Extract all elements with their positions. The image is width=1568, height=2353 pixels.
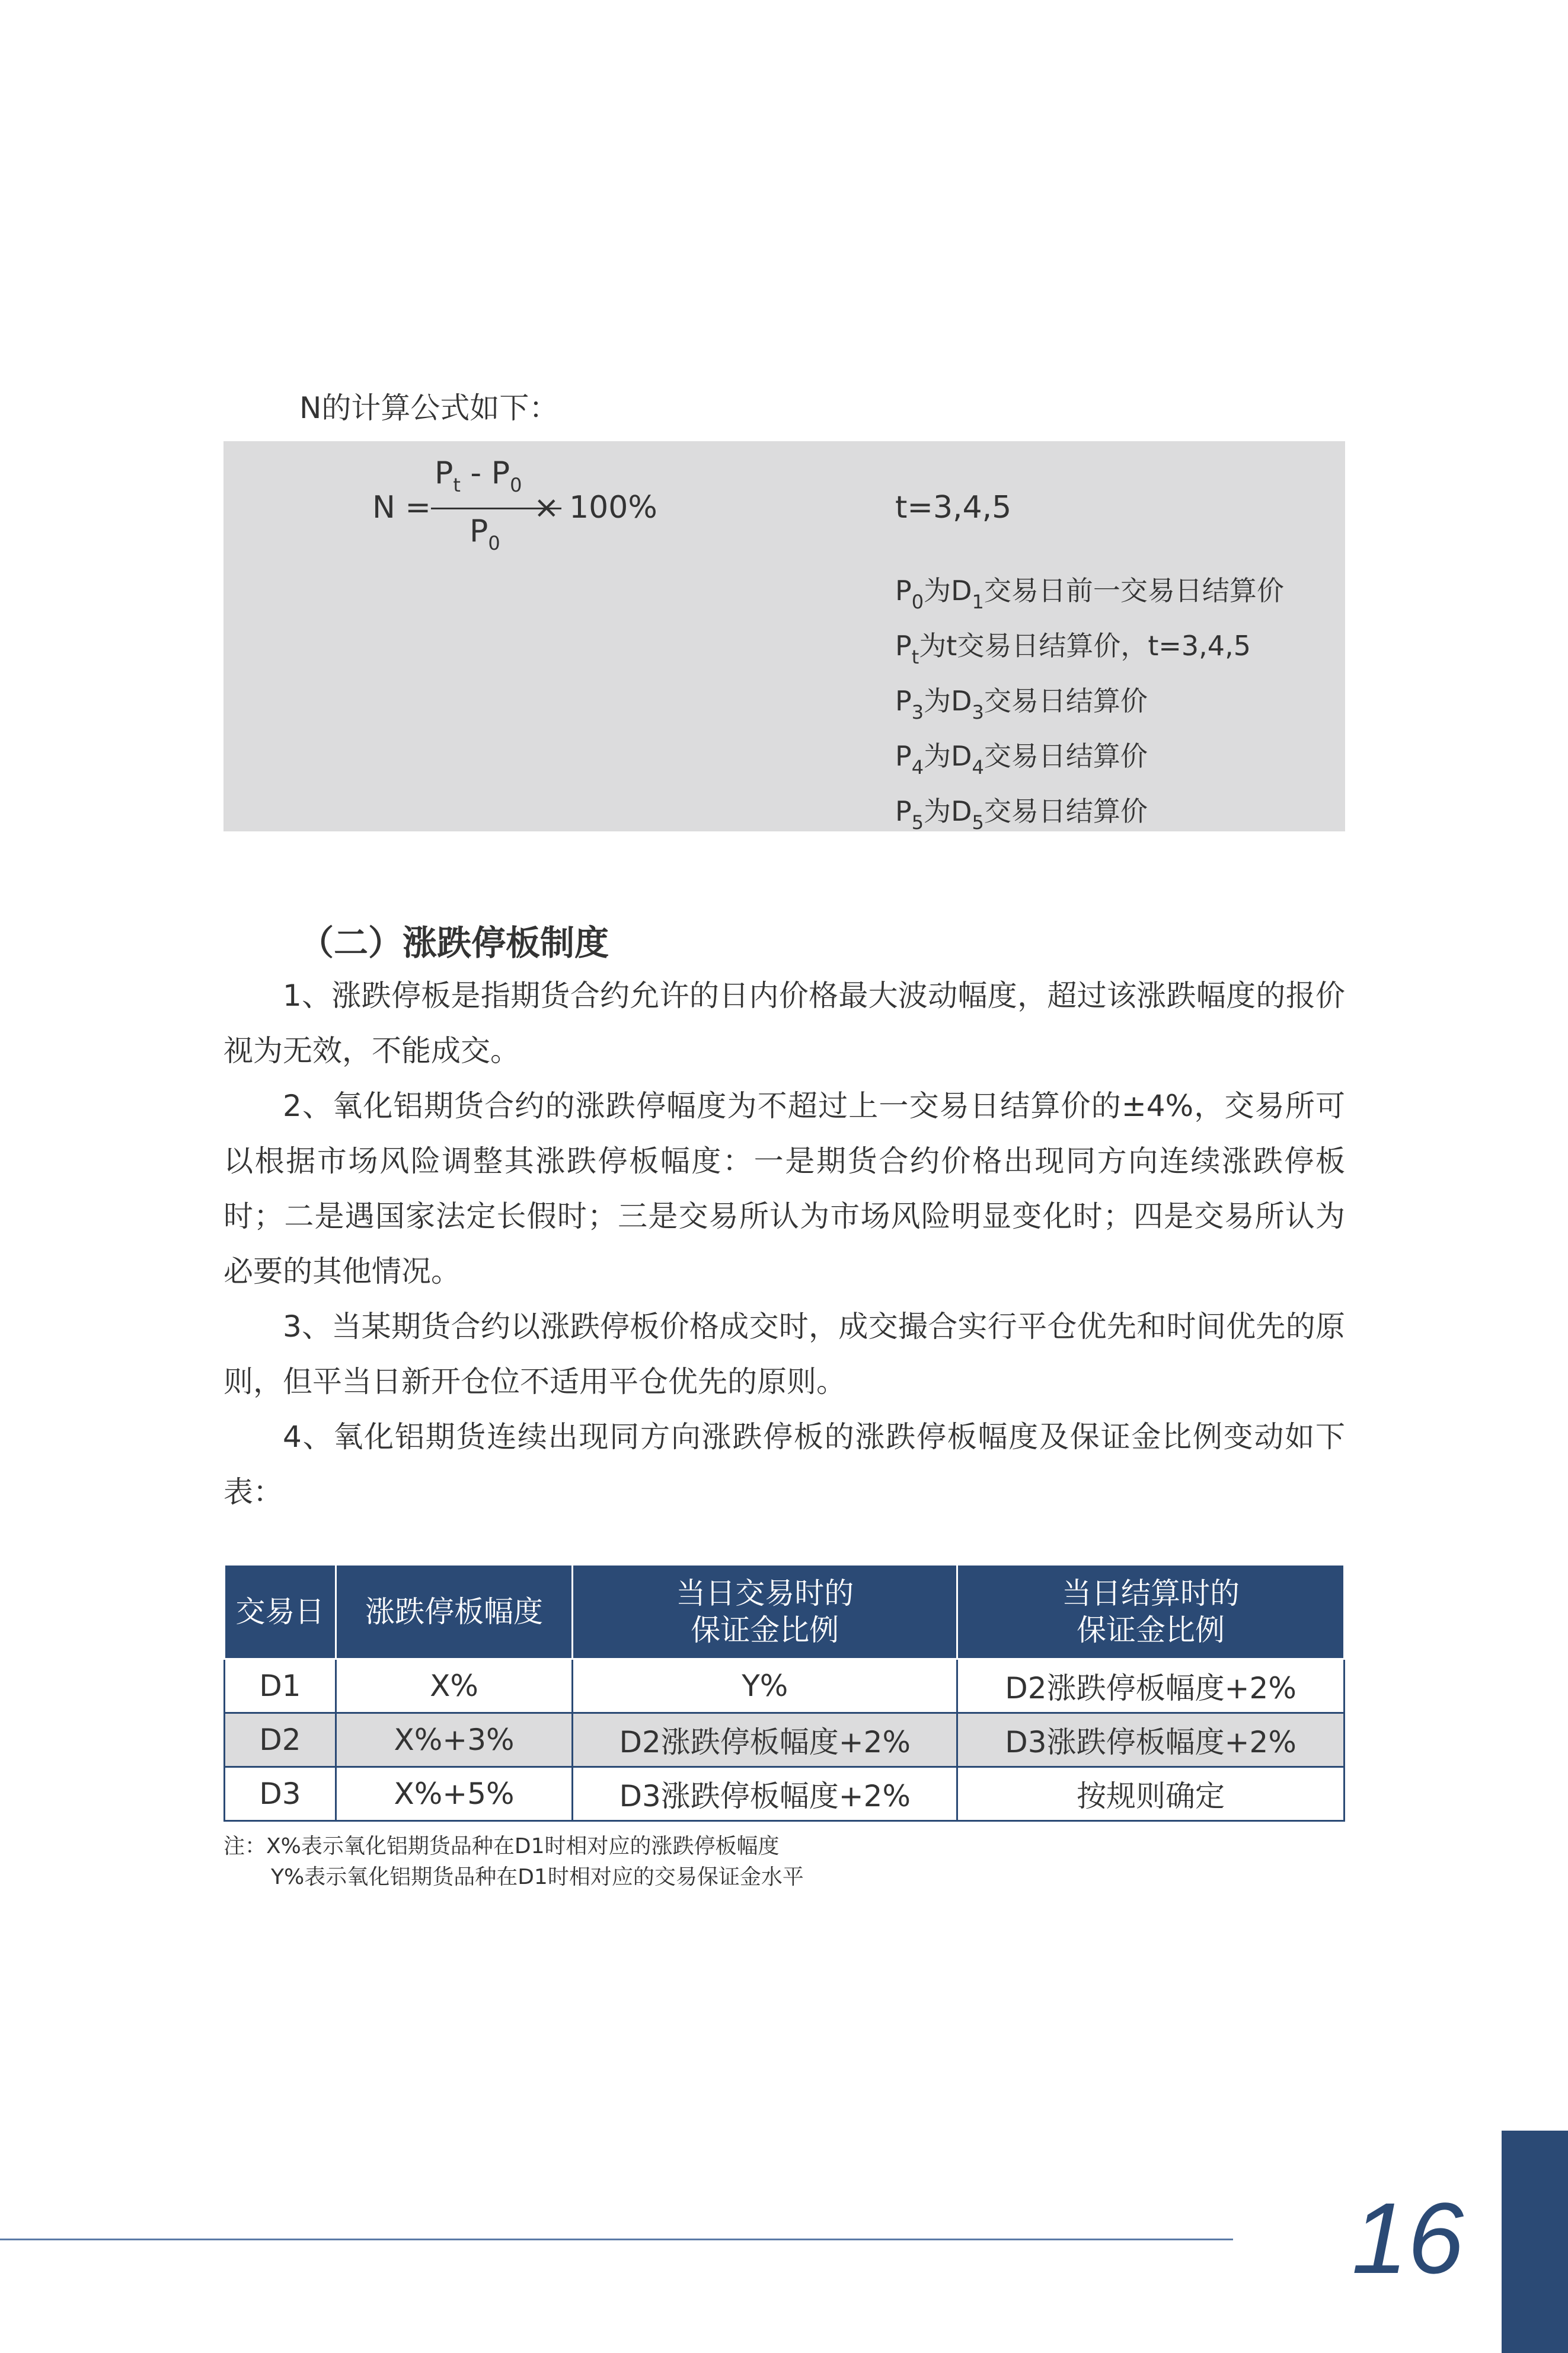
definition-line: $P_t$为t交易日结算价，t=3,4,5 [895,630,1251,668]
formula-multiplier: × 100% [534,490,657,525]
page-number: 16 [1352,2182,1464,2295]
formula-lhs: N = [372,490,431,525]
definition-line: $P_4$为$D_4$交易日结算价 [895,740,1148,779]
table-cell: D2 [225,1713,336,1767]
table-cell: X%+5% [336,1767,573,1821]
header-limit-range: 涨跌停板幅度 [336,1565,573,1659]
limit-margin-table [223,1564,1345,1822]
header-settlement-margin: 当日结算时的 保证金比例 [957,1565,1345,1659]
table-cell: X% [336,1659,573,1713]
table-cell: 按规则确定 [957,1767,1345,1821]
paragraph: 4、氧化铝期货连续出现同方向涨跌停板的涨跌停板幅度及保证金比例变动如下表： [223,1420,1345,1509]
header-trading-margin: 当日交易时的 保证金比例 [573,1565,957,1659]
table-cell: X%+3% [336,1713,573,1767]
footer-rule [0,2239,1233,2240]
formula-denominator: $P_0$ [470,514,500,554]
table-cell: D3 [225,1767,336,1821]
table-cell: D1 [225,1659,336,1713]
note-line: Y%表示氧化铝期货品种在D1时相对应的交易保证金水平 [271,1865,804,1889]
note-line: 注：X%表示氧化铝期货品种在D1时相对应的涨跌停板幅度 [223,1834,780,1858]
table-cell: D2涨跌停板幅度+2% [573,1713,957,1767]
table-cell: D3涨跌停板幅度+2% [957,1713,1345,1767]
table-row [225,1767,1345,1821]
paragraph: 1、涨跌停板是指期货合约允许的日内价格最大波动幅度，超过该涨跌幅度的报价视为无效，不能成交。 [223,978,1345,1068]
definition-line: $P_3$为$D_3$交易日结算价 [895,685,1148,723]
paragraph: 2、氧化铝期货合约的涨跌停幅度为不超过上一交易日结算价的±4%，交易所可以根据市场风险调整其涨跌停板幅度：一是期货合约价格出现同方向连续涨跌停板时；二是遇国家法定长假时；三是交易所认为市场风险明显变化时；四是交易所认为必要的其他情况。 [223,1089,1345,1289]
page-side-tab [1502,2131,1568,2353]
table-cell: D3涨跌停板幅度+2% [573,1767,957,1821]
table-cell: Y% [573,1659,957,1713]
formula-numerator: $P_t - P_0$ [435,455,522,496]
definition-line: $P_0$为$D_1$交易日前一交易日结算价 [895,575,1284,613]
table-cell: D2涨跌停板幅度+2% [957,1659,1345,1713]
body-text [223,968,1345,1520]
table-header-row [225,1565,1345,1659]
formula-intro: N的计算公式如下： [299,391,559,425]
paragraph: 3、当某期货合约以涨跌停板价格成交时，成交撮合实行平仓优先和时间优先的原则，但平当日新开仓位不适用平仓优先的原则。 [223,1309,1345,1399]
formula-condition: t=3,4,5 [895,490,1012,525]
table-row [225,1713,1345,1767]
definition-line: $P_5$为$D_5$交易日结算价 [895,795,1148,834]
table-row [225,1659,1345,1713]
section-heading: （二）涨跌停板制度 [299,923,609,963]
table-notes [223,1831,804,1893]
header-trading-day: 交易日 [225,1565,336,1659]
formula-definitions [895,563,1284,839]
